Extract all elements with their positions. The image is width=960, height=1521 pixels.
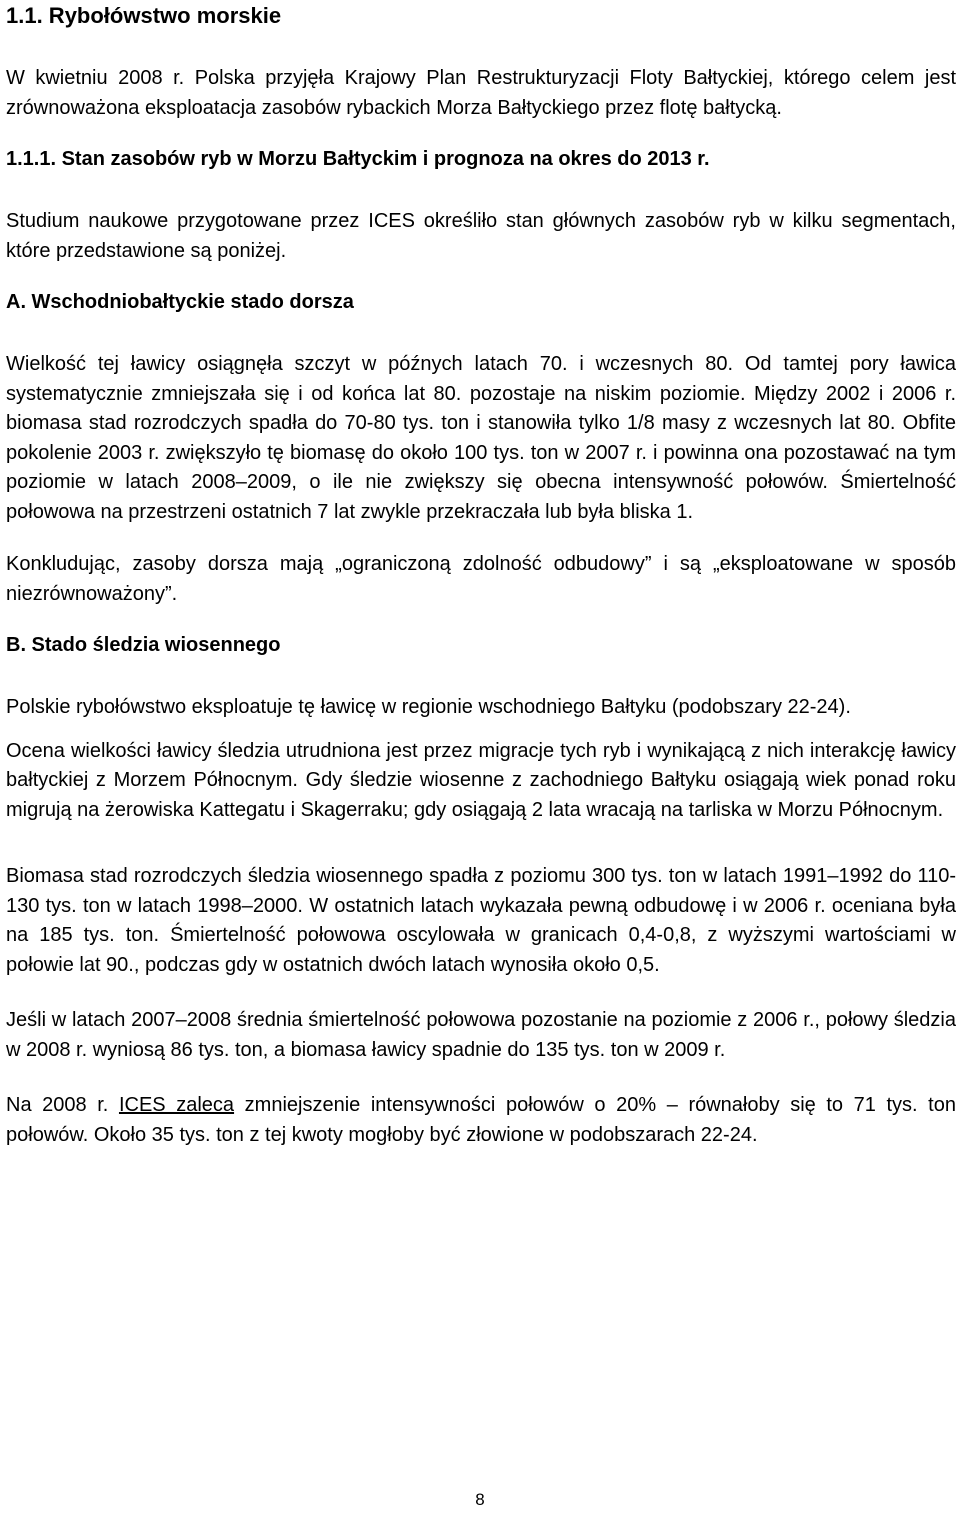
cod-paragraph-2: Konkludując, zasoby dorsza mają „ograniczoną zdolność odbudowy” i są „eksploatowane w sposób niezrównoważony”. bbox=[6, 553, 956, 605]
herring-paragraph-5 bbox=[6, 1091, 956, 1150]
herring-paragraph-5-prefix: Na 2008 r. bbox=[6, 1094, 119, 1116]
ices-recommendation-link[interactable]: ICES zaleca bbox=[118, 1094, 235, 1116]
cod-section-title: A. Wschodniobałtyckie stado dorsza bbox=[6, 291, 354, 313]
herring-paragraph-5-suffix: zmniejszenie intensywności połowów o 20% – równałoby się to 71 tys. ton połowów. Około 35 tys. ton z tej kwoty mogłoby być złowione w podobszarach 22-24. bbox=[6, 1094, 956, 1146]
document-page bbox=[6, 0, 956, 1150]
subsection-title: 1.1.1. Stan zasobów ryb w Morzu Bałtyckim i prognoza na okres do 2013 r. bbox=[6, 148, 710, 170]
herring-paragraph-3: Biomasa stad rozrodczych śledzia wiosennego spadła z poziomu 300 tys. ton w latach 1991–1992 do 110-130 tys. ton w latach 1998–2000. W ostatnich latach wykazała pewną odbudowę i w 2006 r. oceniana była na 185 tys. ton. Śmiertelność połowowa oscylowała w granicach 0,4-0,8, z wyższymi wartościami w połowie lat 90., podczas gdy w ostatnich dwóch latach wynosiła około 0,5. bbox=[6, 865, 956, 976]
herring-paragraph-1: Polskie rybołówstwo eksploatuje tę ławicę w regionie wschodniego Bałtyku (podobszary 22-24). bbox=[6, 696, 851, 718]
section-title: 1.1. Rybołówstwo morskie bbox=[6, 3, 282, 28]
herring-paragraph-4: Jeśli w latach 2007–2008 średnia śmiertelność połowowa pozostanie na poziomie z 2006 r., połowy śledzia w 2008 r. wyniosą 86 tys. ton, a biomasa ławicy spadnie do 135 tys. ton w 2009 r. bbox=[6, 1009, 956, 1061]
herring-section-title: B. Stado śledzia wiosennego bbox=[6, 634, 281, 656]
cod-paragraph-1: Wielkość tej ławicy osiągnęła szczyt w późnych latach 70. i wczesnych 80. Od tamtej pory ławica systematycznie zmniejszała się i od końca lat 80. pozostaje na niskim poziomie. Między 2002 i 2006 r. biomasa stad rozrodczych spadła do 70-80 tys. ton i stanowiła tylko 1/8 masy z wczesnych lat 80. Obfite pokolenie 2003 r. zwiększyło tę biomasę do około 100 tys. ton w 2007 r. i powinna ona pozostawać na tym poziomie w latach 2008–2009, o ile nie zwiększy się obecna intensywność połowów. Śmiertelność połowowa na przestrzeni ostatnich 7 lat zwykle przekraczała lub była bliska 1. bbox=[6, 353, 956, 523]
page-number: 8 bbox=[475, 1490, 485, 1509]
herring-paragraph-2: Ocena wielkości ławicy śledzia utrudniona jest przez migracje tych ryb i wynikającą z nich interakcję ławicy bałtyckiej z Morzem Północnym. Gdy śledzie wiosenne z zachodniego Bałtyku osiągają wiek ponad roku migrują na żerowiska Kattegatu i Skagerraku; gdy osiągają 2 lata wracają na tarliska w Morzu Północnym. bbox=[6, 739, 956, 821]
subsection-intro-paragraph: Studium naukowe przygotowane przez ICES określiło stan głównych zasobów ryb w kilku segmentach, które przedstawione są poniżej. bbox=[6, 210, 956, 262]
intro-paragraph: W kwietniu 2008 r. Polska przyjęła Krajowy Plan Restrukturyzacji Floty Bałtyckiej, którego celem jest zrównoważona eksploatacja zasobów rybackich Morza Bałtyckiego przez flotę bałtycką. bbox=[6, 67, 956, 119]
